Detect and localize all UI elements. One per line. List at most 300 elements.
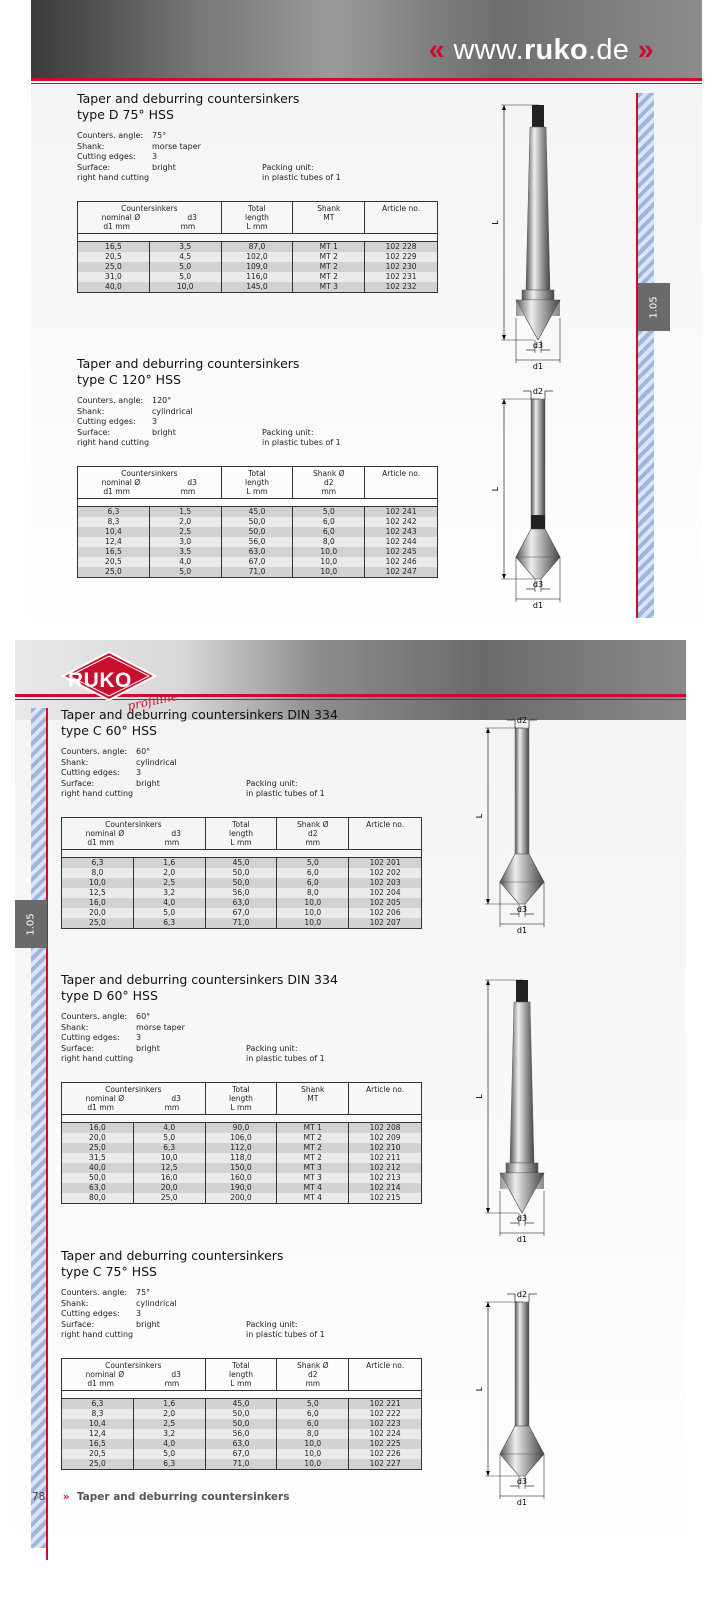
packing-value: in plastic tubes of 1 [246, 1054, 325, 1063]
table-cell: 6,0 [277, 1419, 349, 1429]
table-cell: 190,0 [205, 1183, 277, 1193]
table-cell: 102 246 [365, 557, 438, 567]
col-total-length [221, 467, 293, 499]
dim-d3-label: d3 [516, 1214, 528, 1223]
spec-label: Counters. angle: [61, 1012, 128, 1021]
col-countersinkers [78, 467, 222, 499]
table-cell: 102 230 [365, 262, 438, 272]
spec-value: bright [152, 162, 176, 172]
section-title [77, 91, 457, 123]
title-line-2: type C 75° HSS [61, 1264, 157, 1279]
spec-row [61, 1023, 441, 1034]
col-shank [293, 467, 365, 499]
decorative-stripe [638, 93, 654, 618]
col-countersinkers [62, 1359, 206, 1391]
table-row [62, 1123, 422, 1134]
tool-drawing [472, 714, 562, 936]
section-title [61, 972, 441, 1004]
col-nominal-unit: d1 mm [87, 838, 114, 847]
header-text: Article no. [382, 469, 421, 478]
col-article [365, 202, 438, 234]
spec-row [77, 417, 457, 428]
table-cell: 102 227 [349, 1459, 422, 1470]
spec-value: 75° [152, 131, 167, 140]
table-cell: 87,0 [221, 242, 293, 253]
table-cell: 145,0 [221, 282, 293, 293]
title-line-1: Taper and deburring countersinkers DIN 334 [61, 972, 338, 987]
table-cell: 102 215 [349, 1193, 422, 1204]
table-cell: 102 221 [349, 1399, 422, 1410]
table-cell: 112,0 [205, 1143, 277, 1153]
dim-d1-label: d1 [532, 601, 544, 610]
spec-row [61, 1330, 441, 1341]
table-cell: 102 213 [349, 1173, 422, 1183]
table-cell: 5,0 [277, 858, 349, 869]
table-cell: 5,0 [133, 908, 205, 918]
spec-row [61, 1012, 441, 1023]
spec-value: 60° [136, 1012, 151, 1021]
spec-row [77, 438, 457, 449]
header-text: L mm [246, 222, 268, 231]
tool-drawing [488, 385, 578, 611]
spec-label: Counters. angle: [61, 1288, 128, 1297]
spec-label: right hand cutting [61, 1330, 134, 1339]
table-cell: MT 2 [277, 1133, 349, 1143]
table-cell: 102 201 [349, 858, 422, 869]
dim-d3-label: d3 [532, 580, 544, 589]
table-cell: 80,0 [89, 1193, 106, 1202]
spec-label: Counters. angle: [77, 396, 144, 405]
table-cell: 6,0 [293, 517, 365, 527]
table-row [78, 527, 438, 537]
spec-value: bright [136, 1043, 160, 1053]
col-countersinkers [62, 1083, 206, 1115]
table-cell: 6,0 [277, 868, 349, 878]
table-cell: MT 2 [293, 252, 365, 262]
table-row [62, 888, 422, 898]
table-header-row [62, 1359, 422, 1391]
packing-label: Packing unit: [246, 1043, 298, 1053]
footer-text: Taper and deburring countersinkers [76, 1491, 290, 1503]
spec-label: Surface: [77, 162, 111, 172]
table-cell: 45,0 [221, 507, 293, 518]
table-cell: 3,2 [133, 1429, 205, 1439]
group-header: Countersinkers [105, 1361, 162, 1370]
col-article [349, 1359, 422, 1391]
header-text: Shank Ø [297, 1361, 329, 1370]
table-cell: 1,6 [133, 1399, 205, 1410]
header-text: Article no. [366, 820, 405, 829]
spec-label: Cutting edges: [77, 417, 136, 426]
table-cell: 102 232 [365, 282, 438, 293]
spec-label: right hand cutting [61, 789, 134, 798]
col-shank [277, 1083, 349, 1115]
spec-label: Cutting edges: [61, 1033, 120, 1042]
table-row [62, 1173, 422, 1183]
table-row [62, 1143, 422, 1153]
table-cell: MT 1 [277, 1123, 349, 1134]
spec-value: morse taper [152, 141, 201, 151]
col-d3: d3 [171, 1094, 181, 1103]
table-cell: 102 224 [349, 1429, 422, 1439]
dim-L-label: L [475, 1094, 484, 1099]
table-cell: 31,0 [105, 272, 122, 281]
header-text: Shank Ø [297, 820, 329, 829]
spec-row [61, 1309, 441, 1320]
table-cell: 8,0 [277, 1429, 349, 1439]
spec-value: bright [152, 427, 176, 437]
margin-line-end [46, 1548, 48, 1560]
spec-label: Cutting edges: [61, 768, 120, 777]
product-section [61, 972, 441, 1202]
spec-label: right hand cutting [61, 1054, 134, 1063]
spec-row [61, 779, 441, 790]
table-cell: 102 211 [349, 1153, 422, 1163]
table-row [62, 1459, 422, 1470]
dim-d1-label: d1 [516, 1498, 528, 1507]
col-nominal: nominal Ø [101, 213, 141, 222]
website-url[interactable] [429, 34, 654, 67]
table-cell: 67,0 [205, 1449, 277, 1459]
table-cell: 4,0 [133, 1439, 205, 1449]
spec-list [77, 131, 457, 183]
dim-d3-label: d3 [516, 905, 528, 914]
spec-label: Cutting edges: [61, 1309, 120, 1318]
table-cell: 71,0 [205, 1459, 277, 1470]
title-line-2: type C 60° HSS [61, 723, 157, 738]
header-text: Shank [317, 204, 341, 213]
header-text: L mm [230, 1379, 252, 1388]
tool-drawing [488, 100, 578, 372]
table-cell: MT 4 [277, 1193, 349, 1204]
chapter-tab: 1.05 [15, 900, 47, 948]
table-cell: 102 208 [349, 1123, 422, 1134]
table-cell: 45,0 [205, 858, 277, 869]
table-cell: 3,2 [133, 888, 205, 898]
table-row [62, 1409, 422, 1419]
col-nominal: nominal Ø [101, 478, 141, 487]
table-cell: 10,0 [277, 918, 349, 929]
table-row [62, 1163, 422, 1173]
col-d3-unit: mm [164, 1103, 180, 1112]
spec-row [77, 131, 457, 142]
table-cell: 102 247 [365, 567, 438, 578]
spec-table [61, 1082, 422, 1204]
col-nominal: nominal Ø [85, 829, 125, 838]
product-section [77, 356, 457, 576]
spec-row [77, 173, 457, 184]
title-line-2: type D 75° HSS [77, 107, 174, 122]
col-nominal: nominal Ø [85, 1094, 125, 1103]
table-cell: 45,0 [205, 1399, 277, 1410]
table-cell: 10,0 [133, 1153, 205, 1163]
table-cell: 102,0 [221, 252, 293, 262]
header-text: length [245, 478, 269, 487]
dim-L-label: L [475, 1386, 484, 1392]
packing-label: Packing unit: [246, 1319, 298, 1329]
table-cell: 67,0 [221, 557, 293, 567]
table-cell: 102 229 [365, 252, 438, 262]
col-d3-unit: mm [164, 838, 180, 847]
page-footer [32, 1491, 289, 1503]
header-text: Shank Ø [313, 469, 345, 478]
header-text: Shank [301, 1085, 325, 1094]
spec-row [61, 1320, 441, 1331]
spec-row [61, 1054, 441, 1065]
table-cell: 50,0 [205, 1419, 277, 1429]
quote-right: » [637, 34, 654, 66]
table-cell: 6,0 [293, 527, 365, 537]
dim-L-label: L [491, 486, 500, 492]
table-cell: 10,0 [277, 1449, 349, 1459]
table-row [62, 1153, 422, 1163]
spec-label: Shank: [61, 1298, 89, 1308]
product-section [61, 707, 441, 927]
title-line-1: Taper and deburring countersinkers [61, 1248, 284, 1263]
spec-label: Surface: [77, 427, 111, 437]
header-rule-thin [31, 83, 702, 84]
table-cell: 102 205 [349, 898, 422, 908]
col-d3-unit: mm [180, 487, 196, 496]
col-d3: d3 [187, 478, 197, 487]
table-cell: 25,0 [133, 1193, 205, 1204]
spec-label: right hand cutting [77, 438, 150, 447]
group-header: Countersinkers [121, 204, 178, 213]
product-section [61, 1248, 441, 1468]
table-row [78, 242, 438, 253]
spec-value: 60° [136, 747, 151, 756]
table-cell: 50,0 [221, 517, 293, 527]
spec-value: 3 [136, 1033, 142, 1042]
table-cell: MT 2 [277, 1153, 349, 1163]
spec-value: bright [136, 1319, 160, 1329]
table-cell: 10,4 [89, 1419, 106, 1428]
table-cell: 20,0 [89, 908, 106, 917]
table-cell: 5,0 [149, 272, 221, 282]
table-cell: 6,3 [107, 507, 120, 516]
spec-value: cylindrical [152, 406, 193, 416]
table-cell: 102 212 [349, 1163, 422, 1173]
table-cell: 16,0 [133, 1173, 205, 1183]
table-cell: 6,0 [277, 1409, 349, 1419]
table-cell: 5,0 [277, 1399, 349, 1410]
spec-table [61, 817, 422, 929]
table-cell: 4,0 [149, 557, 221, 567]
col-total-length [205, 1359, 277, 1391]
title-line-1: Taper and deburring countersinkers [77, 91, 300, 106]
spec-list [61, 1012, 441, 1064]
table-cell: 1,5 [149, 507, 221, 518]
table-row [62, 898, 422, 908]
table-header-row [62, 1083, 422, 1115]
table-header-row [62, 818, 422, 850]
table-cell: MT 4 [277, 1183, 349, 1193]
col-shank [277, 1359, 349, 1391]
url-suffix: .de [587, 34, 630, 66]
col-shank [277, 818, 349, 850]
table-cell: 106,0 [205, 1133, 277, 1143]
header-text: Total [232, 820, 250, 829]
header-text: mm [305, 1379, 321, 1388]
table-cell: 2,5 [133, 1419, 205, 1429]
spec-label: Counters. angle: [77, 131, 144, 140]
table-row [62, 1193, 422, 1204]
spec-row [61, 1044, 441, 1055]
col-d3: d3 [187, 213, 197, 222]
spec-label: right hand cutting [77, 173, 150, 182]
table-cell: 25,0 [89, 1143, 106, 1152]
table-cell: 2,5 [149, 527, 221, 537]
table-row [78, 547, 438, 557]
table-cell: 8,3 [91, 1409, 104, 1418]
table-row [62, 908, 422, 918]
table-cell: 4,0 [133, 898, 205, 908]
table-cell: MT 1 [293, 242, 365, 253]
table-cell: 50,0 [205, 868, 277, 878]
table-row [62, 1439, 422, 1449]
table-cell: MT 3 [293, 282, 365, 293]
packing-label: Packing unit: [262, 427, 314, 437]
table-cell: 118,0 [205, 1153, 277, 1163]
table-cell: 102 245 [365, 547, 438, 557]
spec-row [77, 396, 457, 407]
spec-label: Shank: [77, 141, 105, 151]
title-line-2: type D 60° HSS [61, 988, 158, 1003]
table-cell: 3,5 [149, 547, 221, 557]
spec-row [61, 789, 441, 800]
table-cell: 102 226 [349, 1449, 422, 1459]
table-cell: 10,0 [277, 1439, 349, 1449]
table-cell: 25,0 [105, 262, 122, 271]
table-cell: 20,5 [105, 557, 122, 566]
table-cell: 4,0 [133, 1123, 205, 1134]
table-cell: 40,0 [89, 1163, 106, 1172]
table-cell: 6,3 [133, 1459, 205, 1470]
col-nominal-unit: d1 mm [103, 222, 130, 231]
group-header: Countersinkers [121, 469, 178, 478]
table-row [78, 507, 438, 518]
spec-value: 75° [136, 1288, 151, 1297]
table-row [78, 282, 438, 293]
header-text: d2 [324, 478, 334, 487]
header-text: mm [321, 487, 337, 496]
table-cell: 12,4 [105, 537, 122, 546]
table-row [78, 567, 438, 578]
table-cell: 5,0 [133, 1449, 205, 1459]
col-d3-unit: mm [164, 1379, 180, 1388]
spec-value: 3 [152, 152, 158, 161]
header-text: Article no. [366, 1361, 405, 1370]
table-cell: 71,0 [205, 918, 277, 929]
table-cell: 116,0 [221, 272, 293, 282]
chapter-tab: 1.05 [638, 283, 670, 331]
table-cell: 10,0 [277, 908, 349, 918]
packing-value: in plastic tubes of 1 [246, 789, 325, 798]
table-cell: 16,5 [105, 242, 122, 251]
group-header: Countersinkers [105, 820, 162, 829]
table-cell: MT 2 [293, 272, 365, 282]
table-row [78, 272, 438, 282]
header-text: Total [232, 1085, 250, 1094]
table-cell: 40,0 [105, 282, 122, 291]
table-cell: 6,3 [91, 1399, 104, 1408]
spec-value: 3 [152, 417, 158, 426]
dim-d1-label: d1 [532, 362, 544, 371]
title-line-1: Taper and deburring countersinkers DIN 334 [61, 707, 338, 722]
logo-tagline: profiline [126, 688, 180, 714]
table-cell: 63,0 [221, 547, 293, 557]
url-brand: ruko [523, 34, 588, 66]
group-header: Countersinkers [105, 1085, 162, 1094]
table-header-row [78, 202, 438, 234]
table-cell: MT 2 [293, 262, 365, 272]
col-nominal-unit: d1 mm [87, 1379, 114, 1388]
col-article [349, 818, 422, 850]
table-row [62, 1133, 422, 1143]
header-text: Total [248, 204, 266, 213]
table-cell: 102 203 [349, 878, 422, 888]
table-row [78, 557, 438, 567]
table-cell: 10,4 [105, 527, 122, 536]
table-cell: 31,5 [89, 1153, 106, 1162]
table-cell: 3,0 [149, 537, 221, 547]
col-countersinkers [78, 202, 222, 234]
table-cell: 8,3 [107, 517, 120, 526]
table-cell: 6,3 [91, 858, 104, 867]
table-cell: 102 209 [349, 1133, 422, 1143]
table-cell: 2,0 [133, 1409, 205, 1419]
table-cell: MT 3 [277, 1163, 349, 1173]
table-cell: 56,0 [205, 1429, 277, 1439]
table-cell: 102 225 [349, 1439, 422, 1449]
table-cell: MT 3 [277, 1173, 349, 1183]
dim-d2-label: d2 [532, 387, 544, 396]
col-nominal: nominal Ø [85, 1370, 125, 1379]
spec-value: 3 [136, 1309, 142, 1318]
table-cell: 1,6 [133, 858, 205, 869]
spec-list [61, 747, 441, 799]
header-text: L mm [230, 1103, 252, 1112]
logo-brand: RUKO [68, 669, 132, 692]
table-cell: 102 204 [349, 888, 422, 898]
spec-value: 3 [136, 768, 142, 777]
table-row [78, 537, 438, 547]
header-text: MT [307, 1094, 319, 1103]
spec-row [61, 1033, 441, 1044]
col-total-length [221, 202, 293, 234]
table-row [62, 878, 422, 888]
table-cell: 25,0 [105, 567, 122, 576]
spec-row [77, 152, 457, 163]
quote-left: « [428, 34, 446, 66]
dim-d2-label: d2 [516, 716, 528, 725]
footer-arrow: » [62, 1491, 70, 1503]
table-row [62, 1449, 422, 1459]
packing-value: in plastic tubes of 1 [262, 173, 341, 182]
table-cell: 63,0 [205, 1439, 277, 1449]
table-cell: 20,5 [89, 1449, 106, 1458]
header-text: Total [248, 469, 266, 478]
table-cell: 102 214 [349, 1183, 422, 1193]
col-article [365, 467, 438, 499]
table-header-row [78, 467, 438, 499]
url-prefix: www. [453, 34, 524, 66]
table-cell: 109,0 [221, 262, 293, 272]
table-cell: 102 231 [365, 272, 438, 282]
product-section [77, 91, 457, 291]
table-cell: 102 244 [365, 537, 438, 547]
dim-L-label: L [475, 813, 484, 819]
